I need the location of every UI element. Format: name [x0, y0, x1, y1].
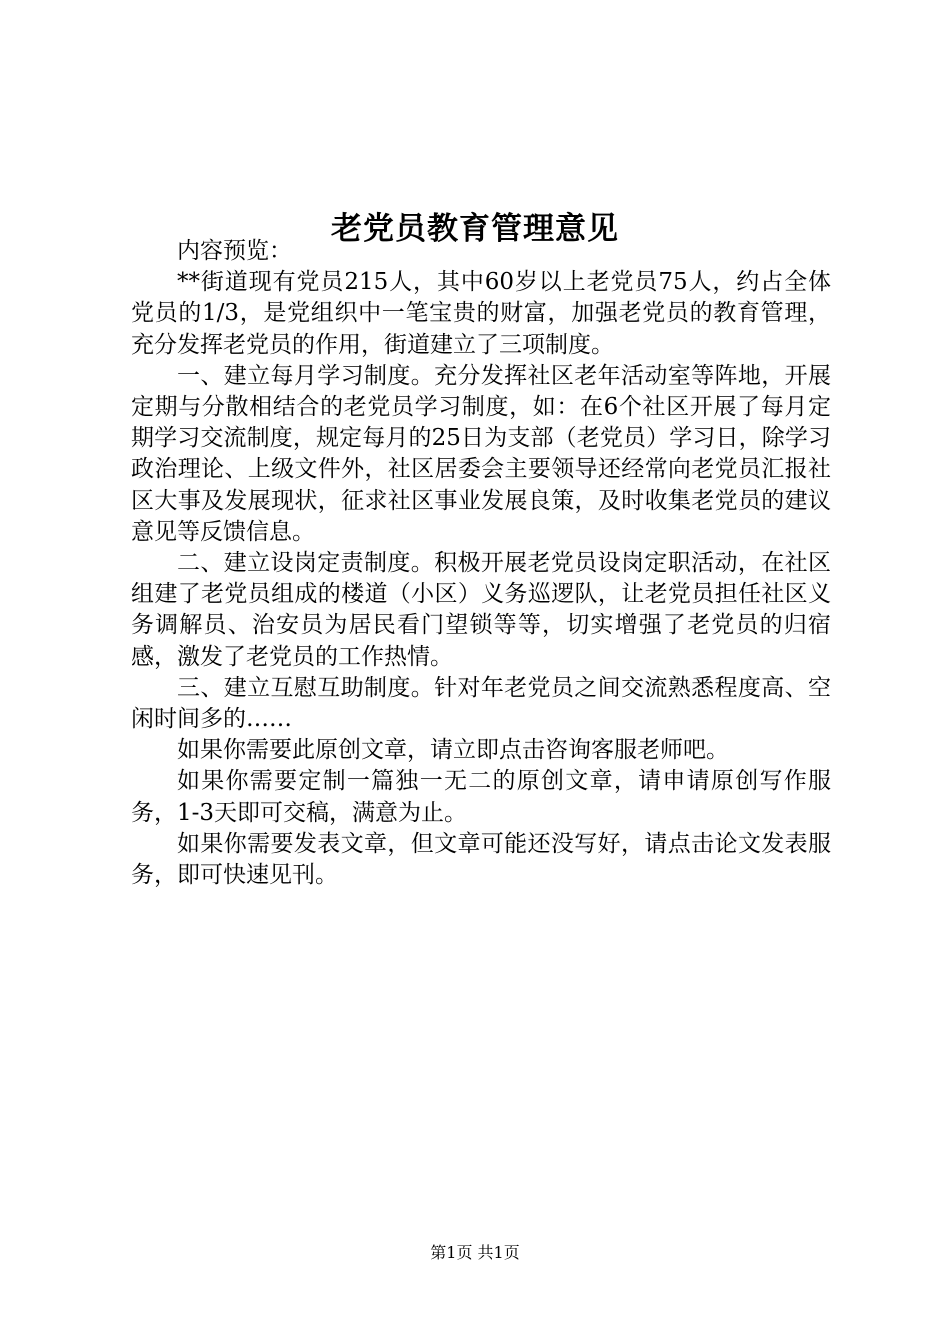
paragraph-consult-notice: 如果你需要此原创文章，请立即点击咨询客服老师吧。	[177, 737, 729, 764]
paragraph-section-2: 二、建立设岗定责制度。积极开展老党员设岗定职活动，在社区组建了老党员组成的楼道（小区）义务巡逻队，让老党员担任社区义务调解员、治安员为居民看门望锁等等，切实增强了老党员的归宿感，激发了老党员的工作热情。	[131, 550, 831, 670]
paragraph-custom-writing-notice: 如果你需要定制一篇独一无二的原创文章，请申请原创写作服务，1-3天即可交稿，满意为止。	[131, 768, 831, 826]
paragraph-intro: **街道现有党员215人，其中60岁以上老党员75人，约占全体党员的1/3，是党组织中一笔宝贵的财富，加强老党员的教育管理，充分发挥老党员的作用，街道建立了三项制度。	[131, 269, 831, 358]
document-title: 老党员教育管理意见	[331, 210, 619, 247]
paragraph-section-3: 三、建立互慰互助制度。针对年老党员之间交流熟悉程度高、空闲时间多的……	[131, 674, 831, 733]
page-footer: 第1页 共1页	[430, 1243, 520, 1262]
paragraph-publish-notice: 如果你需要发表文章，但文章可能还没写好，请点击论文发表服务，即可快速见刊。	[131, 830, 831, 889]
paragraph-preview-label: 内容预览：	[177, 238, 292, 264]
document-body	[131, 236, 831, 891]
paragraph-section-1: 一、建立每月学习制度。充分发挥社区老年活动室等阵地，开展定期与分散相结合的老党员学习制度，如：在6个社区开展了每月定期学习交流制度，规定每月的25日为支部（老党员）学习日，除学习政治理论、上级文件外，社区居委会主要领导还经常向老党员汇报社区大事及发展现状，征求社区事业发展良策，及时收集老党员的建议意见等反馈信息。	[131, 362, 831, 545]
